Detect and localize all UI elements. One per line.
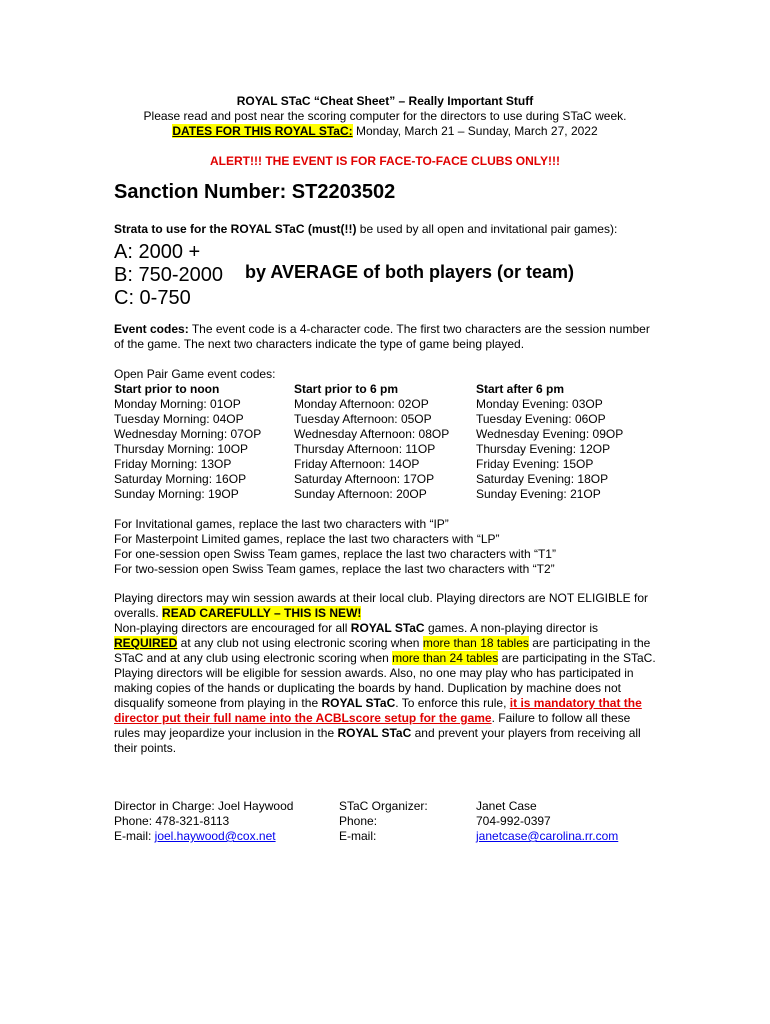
list-item: Friday Evening: 15OP [476, 457, 594, 471]
event-codes-paragraph [114, 322, 659, 352]
director-phone: Phone: 478-321-8113 [114, 814, 230, 828]
director-email-link[interactable]: joel.haywood@cox.net [154, 829, 276, 843]
column-title: Start prior to 6 pm [294, 382, 399, 396]
organizer-name: Janet Case [476, 799, 537, 813]
rules-text: . Failure to follow all these rules may jeopardize your inclusion in the [114, 711, 631, 740]
director-contact [114, 799, 293, 844]
list-item: Tuesday Afternoon: 05OP [294, 412, 432, 426]
list-item: Tuesday Morning: 04OP [114, 412, 244, 426]
list-item: Thursday Morning: 10OP [114, 442, 249, 456]
list-item: Wednesday Afternoon: 08OP [294, 427, 450, 441]
list-item: Wednesday Morning: 07OP [114, 427, 262, 441]
event-codes-label: Event codes: [114, 322, 189, 336]
rules-text: at any club not using electronic scoring when [177, 636, 423, 650]
organizer-label: STaC Organizer: [339, 799, 428, 813]
email-label: E-mail: [114, 829, 155, 843]
director-email-line [114, 829, 293, 844]
replacement-notes [114, 517, 659, 577]
note-line: For Masterpoint Limited games, replace the last two characters with “LP” [114, 532, 500, 546]
strata-intro-must: must(!!) [311, 222, 357, 236]
list-item: Thursday Evening: 12OP [476, 442, 611, 456]
list-item: Thursday Afternoon: 11OP [294, 442, 436, 456]
rules-text: games. A non-playing director is [424, 621, 599, 635]
alert-line: ALERT!!! THE EVENT IS FOR FACE-TO-FACE CLUBS ONLY!!! [210, 154, 560, 168]
mandatory-notice: it is mandatory that the director put their full name into the ACBLscore setup for the game [114, 696, 642, 725]
column-evening [476, 382, 623, 502]
open-pair-title: Open Pair Game event codes: [114, 367, 276, 381]
royal-stac: ROYAL STaC [350, 621, 425, 635]
dates-label: DATES FOR THIS ROYAL STaC: [172, 124, 353, 138]
phone-label: Phone: [339, 814, 378, 828]
column-title: Start prior to noon [114, 382, 220, 396]
rules-text: Playing directors may win session awards at their local club. Playing directors are NOT ELIGIBLE for overalls. [114, 591, 648, 620]
organizer-email-link[interactable]: janetcase@carolina.rr.com [476, 829, 619, 843]
event-codes-text: The event code is a 4-character code. The first two characters are the session number of the game. The next two characters indicate the type of game being played. [114, 322, 650, 351]
dates-line [0, 123, 770, 139]
rules-text: and prevent your players from receiving all their points. [114, 726, 641, 755]
list-item: Monday Afternoon: 02OP [294, 397, 429, 411]
organizer-phone: 704-992-0397 [476, 814, 551, 828]
list-item: Monday Evening: 03OP [476, 397, 603, 411]
list-item: Saturday Evening: 18OP [476, 472, 609, 486]
list-item: Sunday Afternoon: 20OP [294, 487, 427, 501]
organizer-labels [339, 799, 428, 844]
highlight-24-tables: more than 24 tables [392, 651, 499, 665]
director-rules [114, 591, 659, 756]
strata-c: C: 0-750 [114, 287, 191, 309]
list-item: Saturday Morning: 16OP [114, 472, 247, 486]
strata-intro-suffix: be used by all open and invitational pair games): [356, 222, 618, 236]
doc-title: ROYAL STaC “Cheat Sheet” – Really Important Stuff [236, 94, 534, 108]
list-item: Tuesday Evening: 06OP [476, 412, 606, 426]
list-item: Sunday Morning: 19OP [114, 487, 239, 501]
rules-paragraph-2 [114, 621, 659, 756]
royal-stac: ROYAL STaC [337, 726, 412, 740]
column-afternoon [294, 382, 449, 502]
strata-b: B: 750-2000 [114, 264, 223, 286]
list-item: Wednesday Evening: 09OP [476, 427, 624, 441]
highlight-18-tables: more than 18 tables [422, 636, 529, 650]
note-line: For Invitational games, replace the last two characters with “IP” [114, 517, 449, 531]
strata-average-note: by AVERAGE of both players (or team) [245, 262, 575, 282]
rules-text: Non-playing directors are encouraged for all [114, 621, 351, 635]
email-label: E-mail: [339, 829, 377, 843]
director-name: Director in Charge: Joel Haywood [114, 799, 294, 813]
rules-paragraph-1 [114, 591, 659, 621]
rules-text: . To enforce this rule, [395, 696, 510, 710]
sanction-number: Sanction Number: ST2203502 [114, 181, 396, 203]
strata-a: A: 2000 + [114, 241, 201, 263]
required-text: REQUIRED [114, 636, 178, 650]
strata-intro-prefix: Strata to use for the ROYAL STaC ( [114, 222, 312, 236]
strata-intro [114, 222, 617, 236]
read-carefully: READ CAREFULLY – THIS IS NEW! [162, 606, 362, 620]
royal-stac: ROYAL STaC [321, 696, 396, 710]
list-item: Monday Morning: 01OP [114, 397, 241, 411]
doc-subtitle: Please read and post near the scoring computer for the directors to use during STaC week. [143, 109, 627, 123]
rules-text: are participating in the STaC. Playing directors will be eligible for session awards. Also, no one may play who has participated in making copies of the hands or duplicating the boards by hand. Duplication by machine does not disqualify someone from playing in the [114, 651, 656, 710]
list-item: Friday Afternoon: 14OP [294, 457, 420, 471]
organizer-values [476, 799, 618, 844]
rules-text: are participating in the STaC and at any club using electronic scoring when [114, 636, 651, 665]
list-item: Friday Morning: 13OP [114, 457, 232, 471]
list-item: Saturday Afternoon: 17OP [294, 472, 435, 486]
note-line: For one-session open Swiss Team games, replace the last two characters with “T1” [114, 547, 556, 561]
column-title: Start after 6 pm [476, 382, 565, 396]
dates-value: Monday, March 21 – Sunday, March 27, 2022 [352, 124, 598, 138]
note-line: For two-session open Swiss Team games, replace the last two characters with “T2” [114, 562, 555, 576]
column-morning [114, 382, 261, 502]
list-item: Sunday Evening: 21OP [476, 487, 601, 501]
